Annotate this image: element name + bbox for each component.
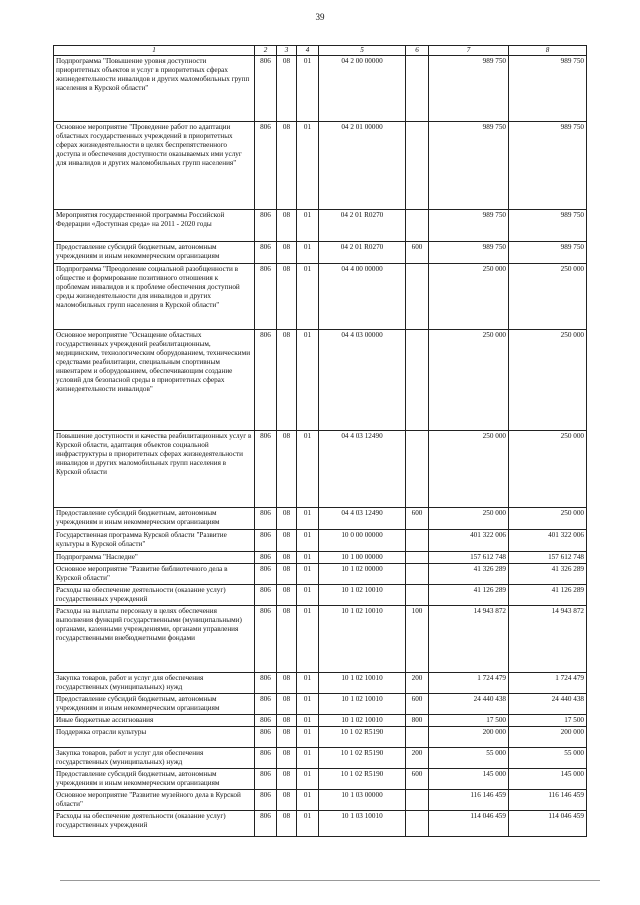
cell-rz: 08 [277, 56, 297, 122]
cell-pr: 01 [297, 606, 319, 673]
cell-csr: 04 2 01 00000 [319, 122, 406, 210]
cell-sum2: 55 000 [509, 748, 587, 769]
table-row [54, 564, 587, 585]
cell-name: Иные бюджетные ассигнования [54, 715, 255, 727]
cell-name: Подпрограмма "Повышение уровня доступности приоритетных объектов и услуг в приоритетных сферах жизнедеятельности инвалидов и других маломобильных групп населения в Курской области" [54, 56, 255, 122]
cell-grbs: 806 [255, 552, 277, 564]
cell-grbs: 806 [255, 715, 277, 727]
cell-rz: 08 [277, 530, 297, 552]
cell-csr: 10 1 02 00000 [319, 564, 406, 585]
cell-pr: 01 [297, 748, 319, 769]
cell-rz: 08 [277, 264, 297, 330]
table-row [54, 210, 587, 242]
cell-sum1: 17 500 [429, 715, 509, 727]
cell-rz: 08 [277, 715, 297, 727]
cell-pr: 01 [297, 811, 319, 837]
cell-csr: 04 4 03 12490 [319, 431, 406, 508]
cell-grbs: 806 [255, 727, 277, 748]
cell-rz: 08 [277, 790, 297, 811]
cell-sum1: 250 000 [429, 264, 509, 330]
cell-pr: 01 [297, 727, 319, 748]
cell-grbs: 806 [255, 790, 277, 811]
header-cell: 3 [277, 46, 297, 56]
cell-sum2: 401 322 006 [509, 530, 587, 552]
cell-grbs: 806 [255, 56, 277, 122]
cell-vr [406, 330, 429, 431]
cell-rz: 08 [277, 122, 297, 210]
cell-sum2: 24 440 438 [509, 694, 587, 715]
cell-csr: 04 4 00 00000 [319, 264, 406, 330]
cell-sum1: 41 126 289 [429, 585, 509, 606]
table-row [54, 748, 587, 769]
cell-vr: 600 [406, 694, 429, 715]
cell-name: Подпрограмма "Преодоление социальной разобщенности в обществе и формирование позитивного отношения к проблемам инвалидов и к проблеме обеспечения доступной среды жизнедеятельности для инвалидов и других маломобильных групп населения в Курской области" [54, 264, 255, 330]
table-row [54, 727, 587, 748]
table-row [54, 508, 587, 530]
cell-vr [406, 210, 429, 242]
cell-csr: 04 4 03 12490 [319, 508, 406, 530]
cell-vr: 100 [406, 606, 429, 673]
cell-grbs: 806 [255, 811, 277, 837]
cell-vr [406, 727, 429, 748]
cell-rz: 08 [277, 585, 297, 606]
cell-rz: 08 [277, 330, 297, 431]
cell-name: Подпрограмма "Наследие" [54, 552, 255, 564]
header-cell: 8 [509, 46, 587, 56]
cell-vr [406, 552, 429, 564]
table-row [54, 694, 587, 715]
header-cell: 6 [406, 46, 429, 56]
cell-pr: 01 [297, 715, 319, 727]
cell-grbs: 806 [255, 431, 277, 508]
cell-sum2: 1 724 479 [509, 673, 587, 694]
cell-sum1: 55 000 [429, 748, 509, 769]
cell-csr: 10 1 02 R5190 [319, 748, 406, 769]
cell-sum2: 116 146 459 [509, 790, 587, 811]
cell-sum2: 157 612 748 [509, 552, 587, 564]
cell-sum1: 145 000 [429, 769, 509, 790]
cell-name: Основное мероприятие "Развитие библиотечного дела в Курской области" [54, 564, 255, 585]
cell-csr: 04 2 01 R0270 [319, 210, 406, 242]
cell-pr: 01 [297, 264, 319, 330]
cell-rz: 08 [277, 431, 297, 508]
cell-vr [406, 56, 429, 122]
header-cell: 1 [54, 46, 255, 56]
cell-pr: 01 [297, 330, 319, 431]
cell-csr: 10 1 02 10010 [319, 673, 406, 694]
cell-sum2: 250 000 [509, 264, 587, 330]
cell-rz: 08 [277, 811, 297, 837]
cell-sum2: 989 750 [509, 210, 587, 242]
cell-name: Расходы на обеспечение деятельности (оказание услуг) государственных учреждений [54, 585, 255, 606]
cell-csr: 10 1 00 00000 [319, 552, 406, 564]
cell-name: Предоставление субсидий бюджетным, автономным учреждениям и иным некоммерческим организациям [54, 242, 255, 264]
cell-name: Государственная программа Курской области "Развитие культуры в Курской области" [54, 530, 255, 552]
cell-vr: 200 [406, 748, 429, 769]
cell-sum2: 989 750 [509, 242, 587, 264]
table-row [54, 606, 587, 673]
cell-grbs: 806 [255, 564, 277, 585]
cell-vr [406, 790, 429, 811]
cell-sum2: 41 326 289 [509, 564, 587, 585]
cell-sum1: 401 322 006 [429, 530, 509, 552]
cell-grbs: 806 [255, 606, 277, 673]
cell-csr: 04 4 03 00000 [319, 330, 406, 431]
cell-pr: 01 [297, 530, 319, 552]
table-row [54, 264, 587, 330]
cell-sum1: 989 750 [429, 242, 509, 264]
cell-csr: 10 1 02 R5190 [319, 769, 406, 790]
cell-rz: 08 [277, 606, 297, 673]
table-row [54, 585, 587, 606]
budget-table [53, 45, 587, 837]
cell-grbs: 806 [255, 122, 277, 210]
cell-sum2: 17 500 [509, 715, 587, 727]
cell-csr: 04 2 00 00000 [319, 56, 406, 122]
table-row [54, 715, 587, 727]
cell-sum2: 250 000 [509, 330, 587, 431]
cell-pr: 01 [297, 585, 319, 606]
cell-name: Поддержка отрасли культуры [54, 727, 255, 748]
cell-csr: 10 1 02 R5190 [319, 727, 406, 748]
cell-name: Основное мероприятие "Оснащение областных государственных учреждений реабилитационным, медицинским, технологическим оборудованием, техническими средствами реабилитации, специальным спортивным инвентарем и оборудованием, обеспечивающим создание условий для безопасной среды в приоритетных сферах жизнедеятельности инвалидов" [54, 330, 255, 431]
cell-vr [406, 122, 429, 210]
cell-pr: 01 [297, 210, 319, 242]
table-row [54, 122, 587, 210]
table-row [54, 811, 587, 837]
cell-rz: 08 [277, 769, 297, 790]
cell-name: Основное мероприятие "Проведение работ по адаптации областных государственных учреждений в приоритетных сферах жизнедеятельности в целях беспрепятственного доступа и обеспечения доступности оказываемых ими услуг для инвалидов и других маломобильных групп населения" [54, 122, 255, 210]
cell-sum2: 250 000 [509, 431, 587, 508]
table-row [54, 242, 587, 264]
cell-vr [406, 264, 429, 330]
cell-sum2: 14 943 872 [509, 606, 587, 673]
cell-grbs: 806 [255, 264, 277, 330]
cell-sum1: 250 000 [429, 330, 509, 431]
table-row [54, 530, 587, 552]
cell-grbs: 806 [255, 242, 277, 264]
table-row [54, 431, 587, 508]
cell-pr: 01 [297, 769, 319, 790]
cell-vr [406, 585, 429, 606]
cell-name: Расходы на выплаты персоналу в целях обеспечения выполнения функций государственными (муниципальными) органами, казенными учреждениями, органами управления государственными внебюджетными фондами [54, 606, 255, 673]
table-row [54, 673, 587, 694]
page-number: 39 [315, 12, 325, 22]
cell-sum1: 989 750 [429, 210, 509, 242]
cell-sum1: 157 612 748 [429, 552, 509, 564]
cell-vr [406, 431, 429, 508]
cell-vr: 600 [406, 769, 429, 790]
cell-rz: 08 [277, 210, 297, 242]
cell-vr: 800 [406, 715, 429, 727]
cell-sum1: 116 146 459 [429, 790, 509, 811]
cell-sum2: 41 126 289 [509, 585, 587, 606]
cell-name: Мероприятия государственной программы Российской Федерации «Доступная среда» на 2011 - 2020 годы [54, 210, 255, 242]
cell-csr: 04 2 01 R0270 [319, 242, 406, 264]
cell-name: Расходы на обеспечение деятельности (оказание услуг) государственных учреждений [54, 811, 255, 837]
cell-csr: 10 1 02 10010 [319, 585, 406, 606]
cell-sum1: 24 440 438 [429, 694, 509, 715]
cell-name: Основное мероприятие "Развитие музейного дела в Курской области" [54, 790, 255, 811]
cell-grbs: 806 [255, 673, 277, 694]
cell-pr: 01 [297, 242, 319, 264]
cell-pr: 01 [297, 790, 319, 811]
cell-sum1: 250 000 [429, 508, 509, 530]
table-row [54, 769, 587, 790]
cell-rz: 08 [277, 748, 297, 769]
cell-grbs: 806 [255, 508, 277, 530]
cell-rz: 08 [277, 727, 297, 748]
cell-pr: 01 [297, 122, 319, 210]
cell-pr: 01 [297, 552, 319, 564]
cell-name: Закупка товаров, работ и услуг для обеспечения государственных (муниципальных) нужд [54, 673, 255, 694]
table-row [54, 552, 587, 564]
header-row [54, 46, 587, 56]
cell-name: Предоставление субсидий бюджетным, автономным учреждениям и иным некоммерческим организациям [54, 694, 255, 715]
cell-grbs: 806 [255, 330, 277, 431]
cell-name: Предоставление субсидий бюджетным, автономным учреждениям и иным некоммерческим организациям [54, 508, 255, 530]
cell-sum2: 145 000 [509, 769, 587, 790]
cell-sum1: 200 000 [429, 727, 509, 748]
table-row [54, 330, 587, 431]
cell-csr: 10 1 03 00000 [319, 790, 406, 811]
cell-rz: 08 [277, 564, 297, 585]
table-row [54, 56, 587, 122]
cell-csr: 10 1 02 10010 [319, 606, 406, 673]
cell-sum1: 114 046 459 [429, 811, 509, 837]
cell-vr: 600 [406, 508, 429, 530]
cell-name: Повышение доступности и качества реабилитационных услуг в Курской области, адаптация объектов социальной инфраструктуры в приоритетных сферах жизнедеятельности инвалидов и других маломобильных групп населения в Курской области [54, 431, 255, 508]
cell-name: Закупка товаров, работ и услуг для обеспечения государственных (муниципальных) нужд [54, 748, 255, 769]
cell-sum1: 14 943 872 [429, 606, 509, 673]
cell-vr: 200 [406, 673, 429, 694]
cell-pr: 01 [297, 673, 319, 694]
table-row [54, 790, 587, 811]
cell-rz: 08 [277, 673, 297, 694]
cell-grbs: 806 [255, 210, 277, 242]
cell-grbs: 806 [255, 769, 277, 790]
header-cell: 4 [297, 46, 319, 56]
cell-vr [406, 564, 429, 585]
cell-sum2: 250 000 [509, 508, 587, 530]
header-cell: 5 [319, 46, 406, 56]
cell-sum1: 41 326 289 [429, 564, 509, 585]
cell-rz: 08 [277, 508, 297, 530]
cell-vr: 600 [406, 242, 429, 264]
cell-vr [406, 811, 429, 837]
cell-grbs: 806 [255, 748, 277, 769]
cell-sum2: 114 046 459 [509, 811, 587, 837]
cell-pr: 01 [297, 508, 319, 530]
cell-sum2: 200 000 [509, 727, 587, 748]
cell-pr: 01 [297, 564, 319, 585]
cell-sum1: 989 750 [429, 56, 509, 122]
cell-sum2: 989 750 [509, 56, 587, 122]
cell-sum1: 250 000 [429, 431, 509, 508]
bottom-rule [60, 880, 600, 881]
cell-grbs: 806 [255, 585, 277, 606]
cell-sum1: 989 750 [429, 122, 509, 210]
cell-pr: 01 [297, 56, 319, 122]
cell-pr: 01 [297, 431, 319, 508]
cell-pr: 01 [297, 694, 319, 715]
header-cell: 7 [429, 46, 509, 56]
cell-csr: 10 1 03 10010 [319, 811, 406, 837]
cell-sum2: 989 750 [509, 122, 587, 210]
cell-name: Предоставление субсидий бюджетным, автономным учреждениям и иным некоммерческим организациям [54, 769, 255, 790]
cell-vr [406, 530, 429, 552]
cell-grbs: 806 [255, 530, 277, 552]
header-cell: 2 [255, 46, 277, 56]
cell-csr: 10 1 02 10010 [319, 715, 406, 727]
cell-grbs: 806 [255, 694, 277, 715]
cell-rz: 08 [277, 694, 297, 715]
cell-csr: 10 1 02 10010 [319, 694, 406, 715]
cell-rz: 08 [277, 242, 297, 264]
cell-csr: 10 0 00 00000 [319, 530, 406, 552]
cell-sum1: 1 724 479 [429, 673, 509, 694]
cell-rz: 08 [277, 552, 297, 564]
